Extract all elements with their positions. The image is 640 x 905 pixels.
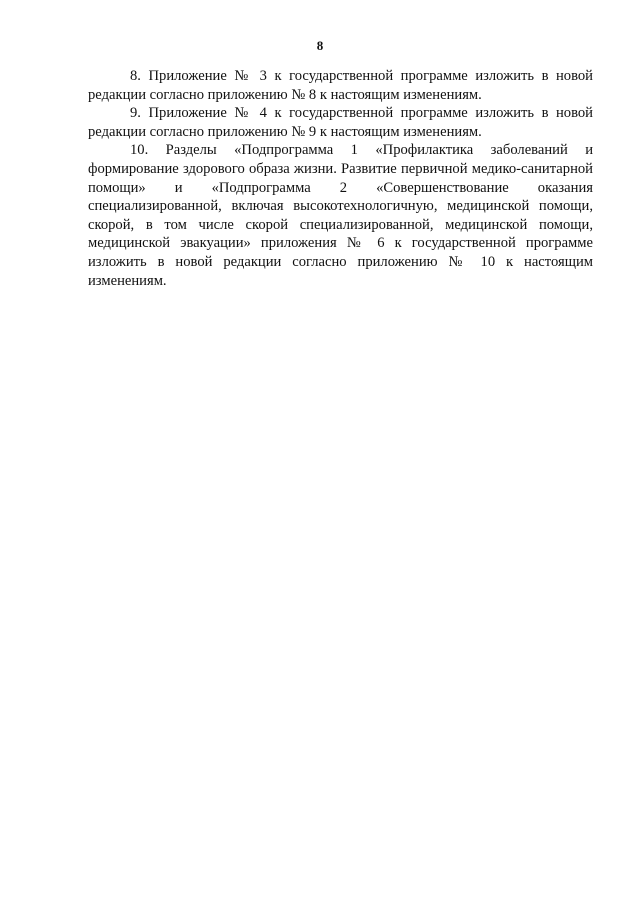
page-number: 8 [316, 38, 324, 53]
paragraph-item-8: 8. Приложение № 3 к государственной программе изложить в новой редакции согласно приложению № 8 к настоящим изменениям. [88, 68, 593, 103]
paragraph-item-9: 9. Приложение № 4 к государственной программе изложить в новой редакции согласно приложению № 9 к настоящим изменениям. [88, 105, 593, 140]
paragraph-item-10: 10. Разделы «Подпрограмма 1 «Профилактика заболеваний и формирование здорового образа жизни. Развитие первичной медико-санитарной помощи» и «Подпрограмма 2 «Совершенствование оказания специализированной, включая высокотехнологичную, медицинской помощи, скорой, в том числе скорой специализированной, медицинской помощи, медицинской эвакуации» приложения № 6 к государственной программе изложить в новой редакции согласно приложению № 10 к настоящим изменениям. [88, 142, 593, 289]
document-body [88, 67, 593, 290]
